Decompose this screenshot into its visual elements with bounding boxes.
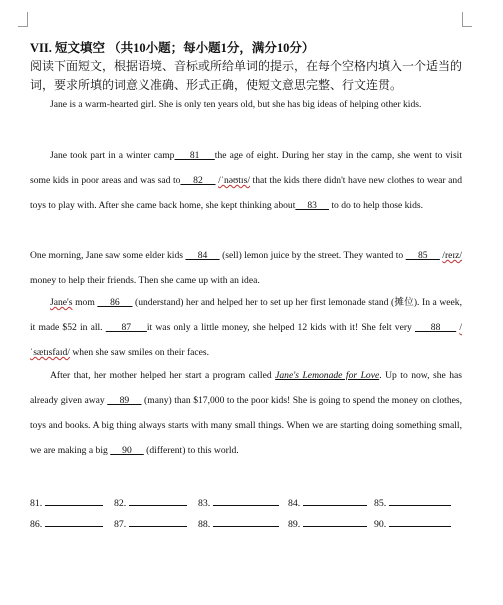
answer-88[interactable]	[198, 516, 279, 530]
text: to do to help those kids.	[328, 200, 424, 211]
text: (many) than $17,000 to the poor kids! She is going to spend the money on clothes, toys and books. A big thing always starts with many small things. When we are starting doing something small, we are making a big	[30, 395, 463, 456]
section-heading: VII. 短文填空 （共10小题；每小题1分，满分10分）	[30, 41, 315, 55]
answer-line[interactable]	[45, 516, 103, 527]
answer-label: 83.	[198, 498, 211, 509]
text: that the kids there didn't have new clothes to wear and toys to play with. After she came back home, she kept thinking about	[30, 175, 462, 211]
blank-82[interactable]: 82	[180, 175, 216, 186]
blank-81[interactable]: 81	[174, 150, 215, 161]
text: (understand) her and helped her to set up her first lemonade stand (摊位). In a week, it made $52 in all.	[30, 297, 462, 333]
text: the age of eight. During her stay in the camp, she went to visit some kids in poor areas and was sad to	[30, 150, 463, 186]
paragraph-1	[30, 92, 462, 117]
answer-label: 85.	[374, 498, 387, 509]
program-title: Jane's Lemonade for Love	[275, 370, 380, 381]
crop-mark-left	[18, 12, 28, 27]
answer-label: 90.	[374, 519, 387, 530]
text: money to help their friends. Then she came up with an idea.	[30, 275, 260, 286]
answer-label: 84.	[288, 498, 301, 509]
text: mom	[72, 297, 98, 308]
blank-87[interactable]: 87	[105, 322, 147, 333]
answer-line[interactable]	[129, 495, 187, 506]
answer-label: 81.	[30, 498, 43, 509]
answer-85[interactable]	[374, 495, 451, 509]
phonetic-88: /ˈsætɪsfaɪd/	[30, 322, 462, 358]
answer-line[interactable]	[389, 516, 451, 527]
paragraph-2	[30, 143, 462, 218]
paragraph-3	[30, 243, 462, 293]
answer-line[interactable]	[213, 495, 279, 506]
blank-88[interactable]: 88	[415, 322, 457, 333]
answer-line[interactable]	[389, 495, 451, 506]
answer-label: 88.	[198, 519, 211, 530]
text: when she saw smiles on their faces.	[69, 347, 210, 358]
paragraph-5	[30, 363, 462, 463]
answer-line[interactable]	[213, 516, 279, 527]
answer-label: 86.	[30, 519, 43, 530]
text: . Up to now, she has already given away	[30, 370, 463, 406]
answer-label: 87.	[114, 519, 127, 530]
phonetic-85: /reɪz/	[442, 250, 463, 261]
paragraph-1-text: Jane is a warm-hearted girl. She is only ten years old, but she has big ideas of helping other kids.	[50, 99, 422, 110]
blank-84[interactable]: 84	[185, 250, 220, 261]
paragraph-4	[30, 290, 462, 365]
answer-86[interactable]	[30, 516, 103, 530]
text: Jane took part in a winter camp	[50, 150, 175, 161]
answer-81[interactable]	[30, 495, 103, 509]
text: it was only a little money, she helped 12 kids with it! She felt very	[146, 322, 416, 333]
answer-line[interactable]	[129, 516, 187, 527]
crop-mark-right	[462, 12, 472, 27]
answer-line[interactable]	[45, 495, 103, 506]
answer-line[interactable]	[303, 495, 367, 506]
text: One morning, Jane saw some elder kids	[30, 250, 186, 261]
answer-87[interactable]	[114, 516, 187, 530]
blank-83[interactable]: 83	[295, 200, 329, 211]
blank-85[interactable]: 85	[405, 250, 440, 261]
name-janes: Jane's	[50, 297, 73, 308]
answer-line[interactable]	[303, 516, 367, 527]
blank-90[interactable]: 90	[110, 445, 144, 456]
answer-90[interactable]	[374, 516, 451, 530]
section-instructions: 阅读下面短文，根据语境、音标或所给单词的提示，在每个空格内填入一个适当的词，要求所填的词意义准确、形式正确，使短文意思完整、行文连贯。	[30, 59, 463, 92]
answer-label: 82.	[114, 498, 127, 509]
text: (sell) lemon juice by the street. They wanted to	[219, 250, 406, 261]
text: After that, her mother helped her start a program called	[50, 370, 276, 381]
answer-82[interactable]	[114, 495, 187, 509]
text: (different) to this world.	[143, 445, 239, 456]
answer-83[interactable]	[198, 495, 279, 509]
answer-84[interactable]	[288, 495, 367, 509]
phonetic-82: /ˈnəʊtɪs/	[218, 175, 250, 186]
answer-89[interactable]	[288, 516, 367, 530]
blank-86[interactable]: 86	[97, 297, 133, 308]
answer-label: 89.	[288, 519, 301, 530]
blank-89[interactable]: 89	[107, 395, 142, 406]
